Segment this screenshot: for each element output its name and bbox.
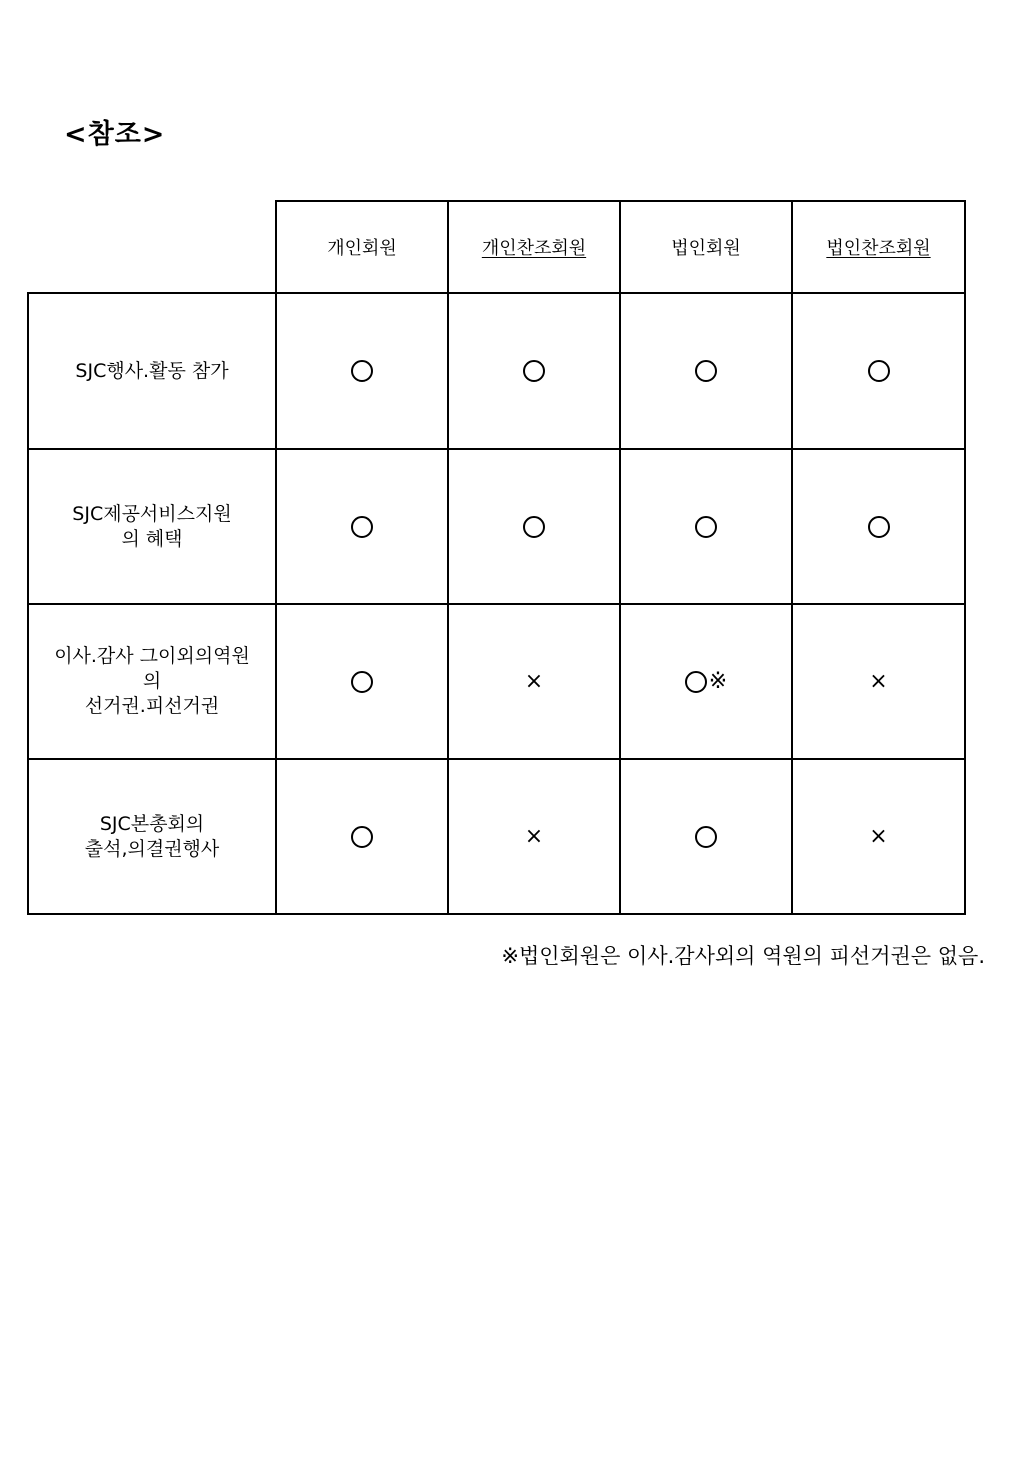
column-header [619, 200, 793, 294]
mark-cell [619, 292, 793, 450]
mark-cell [447, 603, 621, 760]
column-header [447, 200, 621, 294]
mark-cell [791, 292, 966, 450]
mark-cell [791, 603, 966, 760]
cross-mark-icon: × [869, 823, 888, 849]
cross-mark-icon: × [524, 823, 544, 849]
column-header [791, 200, 966, 294]
row-label: SJC제공서비스지원 의 혜택 [72, 502, 232, 550]
mark-cell [447, 448, 621, 605]
column-header [275, 200, 449, 294]
circle-mark-icon [695, 360, 717, 382]
mark-cell [275, 448, 449, 605]
column-header-label: 개인회원 [327, 238, 397, 259]
mark-cell [275, 292, 449, 450]
circle-mark-icon [685, 671, 707, 693]
footnote: ※법인회원은 이사.감사외의 역원의 피선거권은 없음. [501, 944, 985, 968]
mark-cell [447, 758, 621, 915]
circle-mark-icon [351, 360, 373, 382]
reference-mark-icon: ※ [708, 669, 728, 694]
row-label-cell [27, 292, 277, 450]
circle-mark-icon [523, 360, 545, 382]
column-header-label: 법인회원 [671, 238, 741, 259]
row-label-cell [27, 758, 277, 915]
column-header-label: 법인찬조회원 [826, 238, 931, 259]
mark-cell [619, 758, 793, 915]
cross-mark-icon: × [524, 668, 544, 694]
row-label-cell [27, 603, 277, 760]
column-header-label: 개인찬조회원 [481, 238, 587, 259]
circle-mark-icon [868, 516, 890, 538]
row-label: SJC본총회의 출석,의결권행사 [84, 812, 220, 860]
mark-cell [619, 448, 793, 605]
circle-mark-icon [351, 671, 373, 693]
mark-cell [447, 292, 621, 450]
row-label: 이사.감사 그이외의역원 의 선거권.피선거권 [54, 645, 250, 717]
circle-mark-icon [695, 826, 717, 848]
cross-mark-icon: × [869, 668, 888, 694]
mark-cell [275, 758, 449, 915]
circle-mark-icon [351, 516, 373, 538]
mark-cell [791, 758, 966, 915]
row-label-cell [27, 448, 277, 605]
circle-mark-icon [868, 360, 890, 382]
circle-mark-icon [523, 516, 545, 538]
circle-mark-icon [695, 516, 717, 538]
mark-cell [791, 448, 966, 605]
page-heading: <참조> [64, 119, 166, 150]
mark-cell [619, 603, 793, 760]
mark-cell [275, 603, 449, 760]
circle-mark-icon [351, 826, 373, 848]
row-label: SJC행사.활동 참가 [75, 359, 229, 382]
